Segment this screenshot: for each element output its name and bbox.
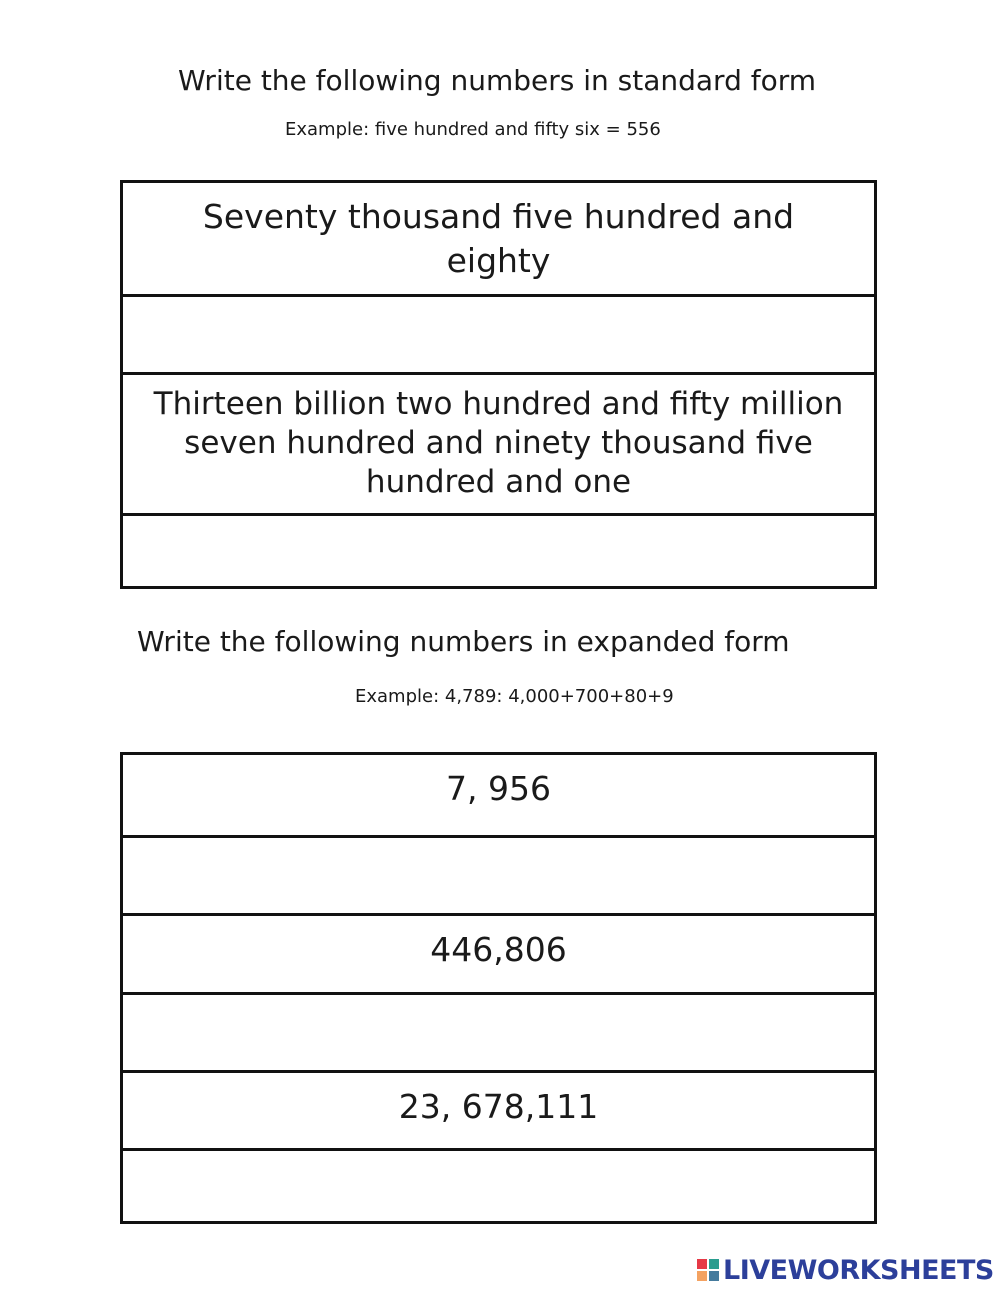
prompt-text: 446,806 (430, 930, 567, 969)
prompt-text: 23, 678,111 (398, 1087, 599, 1126)
logo-block (709, 1259, 719, 1269)
prompt-text: Seventy thousand five hundred and eighty (202, 197, 795, 280)
prompt-row (123, 372, 874, 513)
prompt-text: 7, 956 (446, 769, 551, 808)
logo-blocks-icon (697, 1259, 719, 1281)
answer-row (123, 1148, 874, 1221)
section1-title: Write the following numbers in standard form (178, 64, 817, 97)
answer-input[interactable] (123, 297, 874, 372)
standard-form-table (120, 180, 877, 589)
logo-block (709, 1271, 719, 1281)
logo-block (697, 1271, 707, 1281)
section1-example: Example: five hundred and fifty six = 556 (285, 119, 661, 140)
prompt-row (123, 1070, 874, 1148)
prompt-text: Thirteen billion two hundred and fifty million seven hundred and ninety thousand five hundred and one (153, 386, 844, 500)
expanded-form-table (120, 752, 877, 1224)
logo-block (697, 1259, 707, 1269)
answer-row (123, 835, 874, 913)
answer-input[interactable] (123, 516, 874, 586)
answer-input[interactable] (123, 995, 874, 1070)
section2-example: Example: 4,789: 4,000+700+80+9 (355, 686, 674, 707)
answer-row (123, 294, 874, 372)
liveworksheets-logo (697, 1252, 994, 1288)
answer-input[interactable] (123, 1151, 874, 1221)
answer-row (123, 513, 874, 586)
prompt-row (123, 183, 874, 294)
answer-input[interactable] (123, 838, 874, 913)
section2-title: Write the following numbers in expanded form (137, 625, 790, 658)
answer-row (123, 992, 874, 1070)
prompt-row (123, 913, 874, 992)
prompt-row (123, 755, 874, 835)
logo-text: LIVEWORKSHEETS (723, 1254, 994, 1286)
